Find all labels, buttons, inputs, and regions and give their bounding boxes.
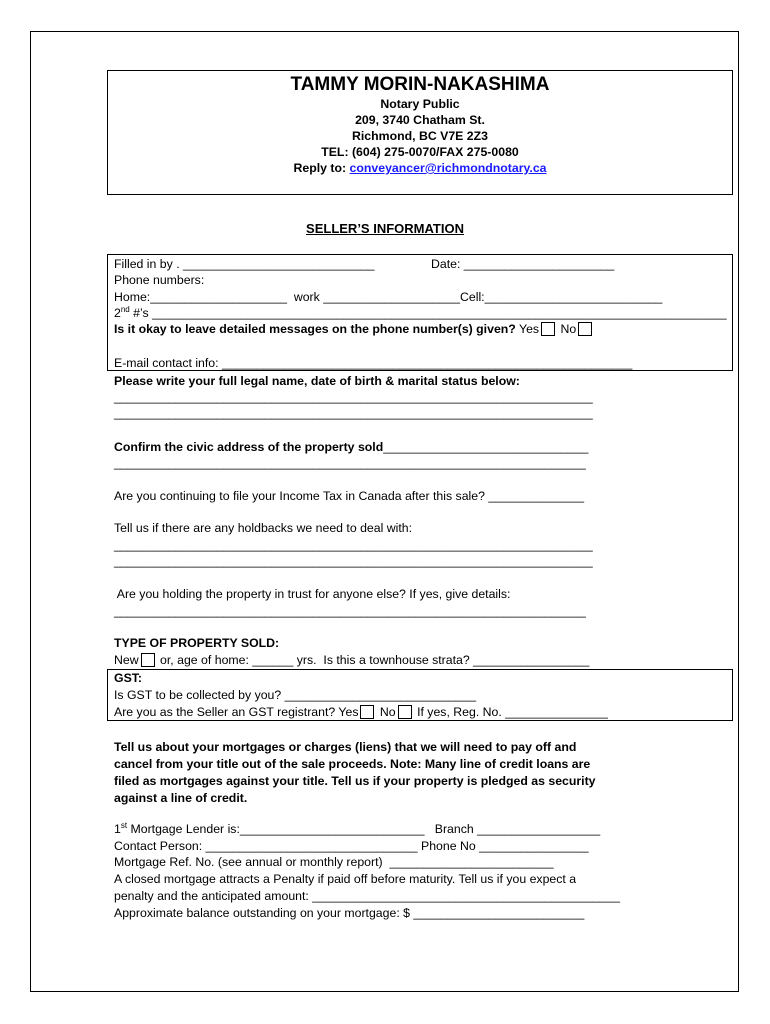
property-type-row — [114, 653, 589, 668]
notary-name: TAMMY MORIN-NAKASHIMA — [290, 74, 550, 95]
property-type-rest[interactable]: or, age of home: ______ yrs. Is this a townhouse strata? _________________ — [160, 653, 590, 667]
holdbacks-line-1[interactable]: ______________________________________________________________________ — [114, 538, 593, 552]
contact-person-field[interactable]: Contact Person: _______________________________ Phone No ________________ — [114, 839, 589, 853]
trust-prompt: Are you holding the property in trust for anyone else? If yes, give details: — [114, 587, 511, 601]
notary-title: Notary Public — [380, 97, 460, 111]
penalty-field[interactable]: penalty and the anticipated amount: _____________________________________________ — [114, 889, 621, 903]
first-post: Mortgage Lender is:___________________________ Branch __________________ — [127, 822, 601, 836]
legal-name-line-2[interactable]: ______________________________________________________________________ — [114, 406, 593, 420]
civic-line[interactable]: _____________________________________________________________________ — [114, 456, 586, 470]
trust-line[interactable]: _____________________________________________________________________ — [114, 604, 586, 618]
holdbacks-prompt: Tell us if there are any holdbacks we need to deal with: — [114, 521, 413, 535]
section-title: SELLER’S INFORMATION — [306, 221, 464, 236]
civic-prompt-line: ______________________________ — [383, 440, 589, 454]
mortgage-ref-field[interactable]: Mortgage Ref. No. (see annual or monthly report) ________________________ — [114, 855, 554, 869]
gst-title: GST: — [114, 671, 143, 685]
gst-collected-field[interactable]: Is GST to be collected by you? ____________________________ — [114, 688, 477, 702]
messages-question-text: Is it okay to leave detailed messages on the phone number(s) given? — [114, 322, 516, 336]
tel-fax: TEL: (604) 275-0070/FAX 275-0080 — [321, 145, 519, 159]
address-line-2: Richmond, BC V7E 2Z3 — [352, 129, 488, 143]
gst-yes-checkbox[interactable] — [360, 705, 374, 719]
gst-registrant-question: Are you as the Seller an GST registrant? Yes — [114, 705, 359, 719]
messages-no-checkbox[interactable] — [578, 322, 592, 336]
mortgages-line-1: Tell us about your mortgages or charges (liens) that we will need to pay off and — [114, 740, 577, 754]
legal-name-prompt: Please write your full legal name, date of birth & marital status below: — [114, 374, 520, 388]
second-pre: 2 — [114, 306, 121, 320]
gst-no-checkbox[interactable] — [398, 705, 412, 719]
new-label: New — [114, 653, 139, 667]
first-mortgage-lender-field[interactable] — [114, 822, 600, 837]
address-line-1: 209, 3740 Chatham St. — [355, 113, 485, 127]
messages-yes-checkbox[interactable] — [541, 322, 555, 336]
no-label: No — [560, 322, 577, 336]
holdbacks-line-2[interactable]: ______________________________________________________________________ — [114, 554, 593, 568]
property-type-title: TYPE OF PROPERTY SOLD: — [114, 636, 280, 650]
email-field[interactable]: E-mail contact info: ____________________________________________________________ — [114, 356, 633, 370]
new-checkbox[interactable] — [141, 653, 155, 667]
filled-by-field[interactable]: Filled in by . ____________________________ — [114, 257, 375, 271]
second-post: #’s ____________________________________________________________________________________ — [129, 306, 727, 320]
reply-label: Reply to: — [293, 161, 350, 175]
mortgages-line-2: cancel from your title out of the sale proceeds. Note: Many line of credit loans are — [114, 757, 591, 771]
gst-no-label: No — [379, 705, 396, 719]
gst-registrant-row — [114, 705, 608, 720]
first-sup: st — [120, 820, 128, 830]
second-sup: nd — [120, 304, 130, 314]
balance-field[interactable]: Approximate balance outstanding on your mortgage: $ _________________________ — [114, 906, 585, 920]
reply-to — [107, 161, 733, 175]
civic-prompt: Confirm the civic address of the property sold — [114, 440, 384, 454]
mortgages-line-3: filed as mortgages against your title. Tell us if your property is pledged as security — [114, 774, 596, 788]
email-link[interactable]: conveyancer@richmondnotary.ca — [349, 161, 547, 175]
civic-address-field[interactable] — [114, 440, 588, 455]
phone-numbers-label: Phone numbers: — [114, 273, 205, 287]
messages-question — [114, 322, 594, 337]
gst-reg-no-field[interactable]: If yes, Reg. No. _______________ — [417, 705, 608, 719]
mortgages-line-4: against a line of credit. — [114, 791, 248, 805]
second-phone-field[interactable] — [114, 306, 727, 321]
closed-mortgage-line-1: A closed mortgage attracts a Penalty if paid off before maturity. Tell us if you expect a — [114, 872, 577, 886]
legal-name-line-1[interactable]: ______________________________________________________________________ — [114, 390, 593, 404]
first-pre: 1 — [114, 822, 121, 836]
date-field[interactable]: Date: ______________________ — [431, 257, 615, 271]
income-tax-question[interactable]: Are you continuing to file your Income Tax in Canada after this sale? ______________ — [114, 489, 585, 503]
yes-label: Yes — [519, 322, 540, 336]
phone-fields[interactable]: Home:____________________ work ____________________Cell:__________________________ — [114, 290, 663, 304]
